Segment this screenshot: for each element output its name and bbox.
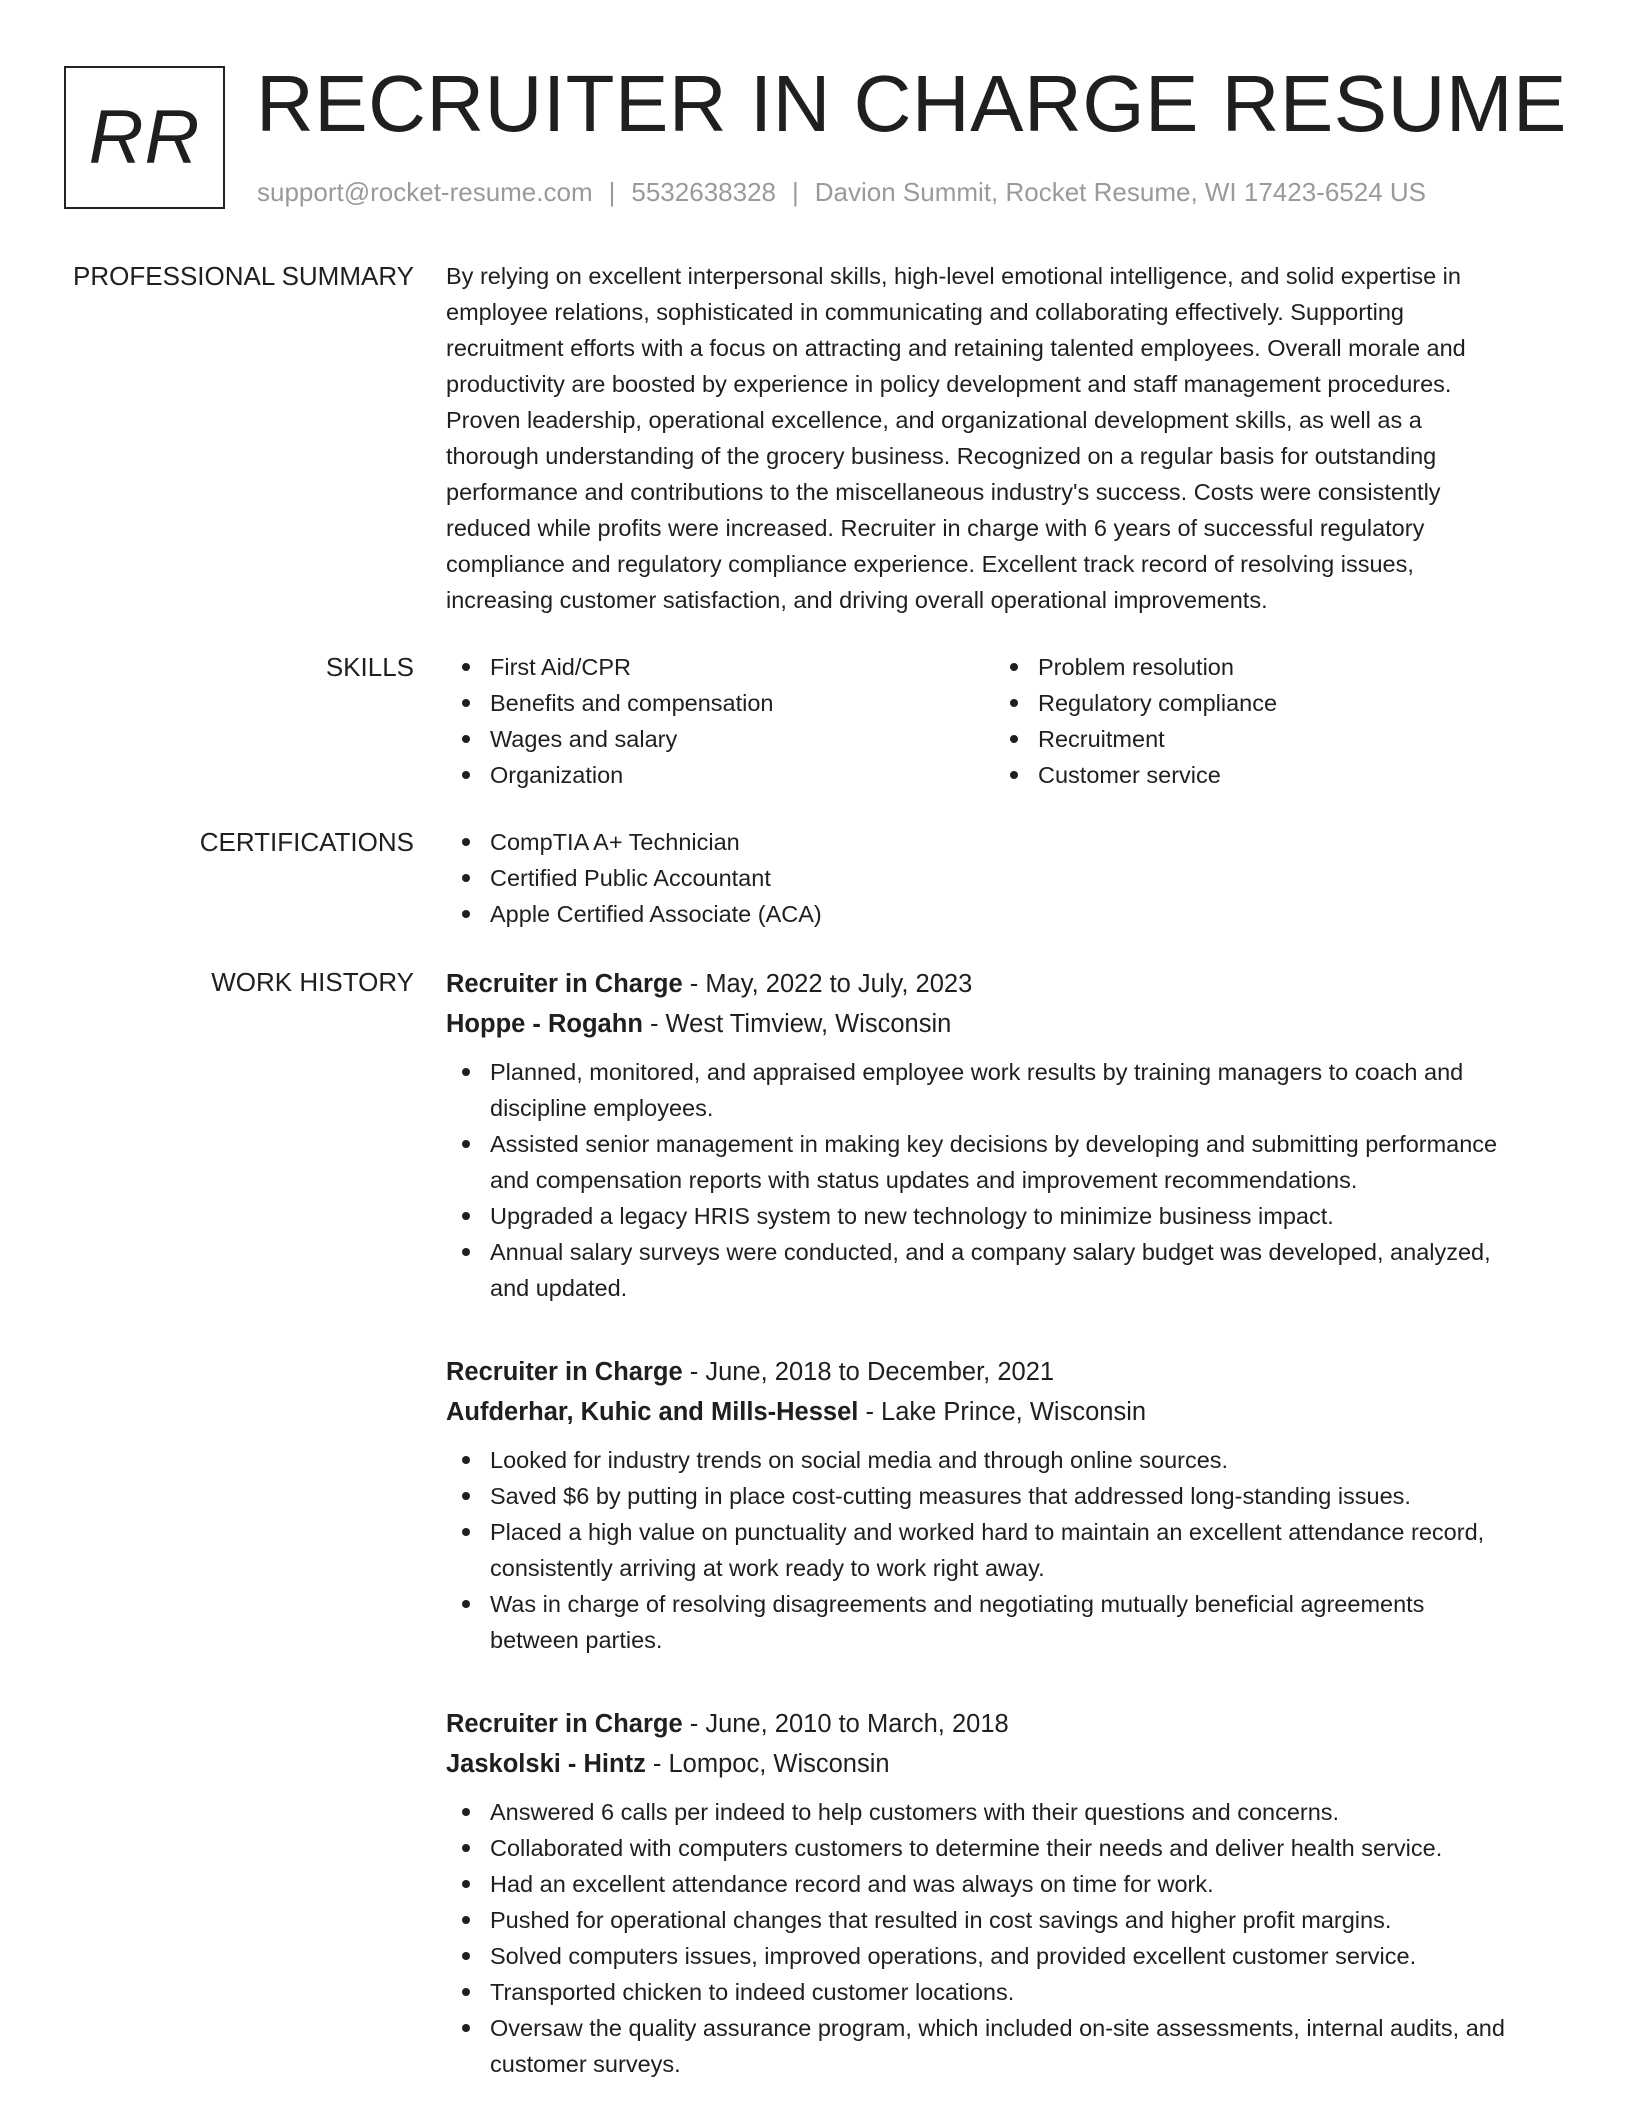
skill-item: Organization bbox=[446, 757, 994, 793]
certifications-list bbox=[446, 824, 1566, 932]
job-bullet-line: Oversaw the quality assurance program, which included on-site assessments, internal audits, and bbox=[490, 2015, 1505, 2041]
separator: | bbox=[792, 177, 799, 207]
job-title: Recruiter in Charge bbox=[446, 970, 683, 998]
certifications-body bbox=[446, 824, 1566, 932]
summary-line: reduced while profits were increased. Recruiter in charge with 6 years of successful regulatory bbox=[446, 515, 1425, 541]
job-bullet-line: Saved $6 by putting in place cost-cutting measures that addressed long-standing issues. bbox=[490, 1483, 1411, 1509]
skill-item: Wages and salary bbox=[446, 721, 994, 757]
contact-line bbox=[257, 176, 1426, 210]
job-bullet-line: Collaborated with computers customers to determine their needs and deliver health service. bbox=[490, 1835, 1443, 1861]
summary-line: compliance and regulatory compliance experience. Excellent track record of resolving issues, bbox=[446, 551, 1414, 577]
monogram-badge bbox=[64, 66, 225, 209]
summary-line: By relying on excellent interpersonal skills, high-level emotional intelligence, and solid expertise in bbox=[446, 263, 1461, 289]
job-bullet-line: Assisted senior management in making key decisions by developing and submitting performance bbox=[490, 1131, 1498, 1157]
skills-list-right bbox=[994, 649, 1542, 793]
job-company: Jaskolski - Hintz bbox=[446, 1750, 646, 1778]
job-bullet bbox=[446, 1478, 1566, 1514]
summary-text bbox=[446, 258, 1566, 618]
contact-address: Davion Summit, Rocket Resume, WI 17423-6524 US bbox=[814, 177, 1427, 207]
initials: RR bbox=[88, 95, 201, 180]
skill-item: Benefits and compensation bbox=[446, 685, 994, 721]
job-title-line bbox=[446, 1352, 1566, 1392]
job-bullet bbox=[446, 1794, 1566, 1830]
summary-line: thorough understanding of the grocery business. Recognized on a regular basis for outstanding bbox=[446, 443, 1437, 469]
job-bullet-line: Annual salary surveys were conducted, and a company salary budget was developed, analyzed, bbox=[490, 1239, 1491, 1265]
job-bullet-line: and compensation reports with status updates and improvement recommendations. bbox=[490, 1167, 1358, 1193]
resume-title: RECRUITER IN CHARGE RESUME bbox=[256, 59, 1567, 148]
work-history-body bbox=[446, 964, 1566, 2082]
job-bullet bbox=[446, 1974, 1566, 2010]
job-location: - Lake Prince, Wisconsin bbox=[858, 1398, 1147, 1426]
summary-line: Proven leadership, operational excellence, and organizational development skills, as well as a bbox=[446, 407, 1422, 433]
skill-item: Recruitment bbox=[994, 721, 1542, 757]
job-entry bbox=[446, 964, 1566, 1306]
job-title: Recruiter in Charge bbox=[446, 1358, 683, 1386]
certification-item: Certified Public Accountant bbox=[446, 860, 1566, 896]
job-bullet bbox=[446, 1198, 1566, 1234]
job-bullet-line: Was in charge of resolving disagreements and negotiating mutually beneficial agreements bbox=[490, 1591, 1425, 1617]
skill-item: Regulatory compliance bbox=[994, 685, 1542, 721]
job-bullet-line: Planned, monitored, and appraised employee work results by training managers to coach and bbox=[490, 1059, 1464, 1085]
job-bullet bbox=[446, 1586, 1566, 1658]
job-bullet bbox=[446, 1514, 1566, 1586]
job-bullet-line: Looked for industry trends on social media and through online sources. bbox=[490, 1447, 1229, 1473]
job-bullet-line: Placed a high value on punctuality and worked hard to maintain an excellent attendance record, bbox=[490, 1519, 1485, 1545]
job-company: Aufderhar, Kuhic and Mills-Hessel bbox=[446, 1398, 859, 1426]
job-dates: - June, 2010 to March, 2018 bbox=[682, 1710, 1009, 1738]
job-bullet bbox=[446, 1054, 1566, 1126]
job-bullet bbox=[446, 1938, 1566, 1974]
contact-email[interactable]: support@rocket-resume.com bbox=[257, 177, 593, 207]
job-title-line bbox=[446, 1704, 1566, 1744]
contact-phone[interactable]: 5532638328 bbox=[631, 177, 776, 207]
job-bullets bbox=[446, 1794, 1566, 2082]
summary-line: productivity are boosted by experience in policy development and staff management procedures. bbox=[446, 371, 1452, 397]
job-bullet-line: consistently arriving at work ready to work right away. bbox=[490, 1555, 1045, 1581]
summary-label: PROFESSIONAL SUMMARY bbox=[73, 261, 414, 291]
job-bullet-line: Transported chicken to indeed customer locations. bbox=[490, 1979, 1015, 2005]
job-location: - West Timview, Wisconsin bbox=[642, 1010, 952, 1038]
job-bullet-line: Had an excellent attendance record and was always on time for work. bbox=[490, 1871, 1214, 1897]
job-bullet bbox=[446, 1830, 1566, 1866]
job-title: Recruiter in Charge bbox=[446, 1710, 683, 1738]
job-bullets bbox=[446, 1442, 1566, 1658]
job-bullet-line: Pushed for operational changes that resulted in cost savings and higher profit margins. bbox=[490, 1907, 1392, 1933]
summary-line: recruitment efforts with a focus on attracting and retaining talented employees. Overall morale and bbox=[446, 335, 1466, 361]
job-bullet bbox=[446, 1866, 1566, 1902]
job-dates: - June, 2018 to December, 2021 bbox=[682, 1358, 1055, 1386]
skill-item: Problem resolution bbox=[994, 649, 1542, 685]
job-bullet-line: between parties. bbox=[490, 1627, 663, 1653]
job-bullet-line: customer surveys. bbox=[490, 2051, 681, 2077]
job-company-line bbox=[446, 1392, 1566, 1432]
job-entry bbox=[446, 1352, 1566, 1658]
job-location: - Lompoc, Wisconsin bbox=[645, 1750, 890, 1778]
job-bullet-line: Answered 6 calls per indeed to help customers with their questions and concerns. bbox=[490, 1799, 1340, 1825]
summary-line: increasing customer satisfaction, and driving overall operational improvements. bbox=[446, 587, 1268, 613]
job-bullet-line: Upgraded a legacy HRIS system to new technology to minimize business impact. bbox=[490, 1203, 1334, 1229]
job-company-line bbox=[446, 1744, 1566, 1784]
skills-list-left bbox=[446, 649, 994, 793]
job-bullet bbox=[446, 2010, 1566, 2082]
skills-label: SKILLS bbox=[325, 652, 414, 682]
job-bullet-line: and updated. bbox=[490, 1275, 628, 1301]
job-bullet-line: discipline employees. bbox=[490, 1095, 714, 1121]
work-history-label: WORK HISTORY bbox=[211, 967, 414, 997]
job-bullet-line: Solved computers issues, improved operations, and provided excellent customer service. bbox=[490, 1943, 1417, 1969]
job-company: Hoppe - Rogahn bbox=[446, 1010, 643, 1038]
skills-columns bbox=[446, 649, 1566, 793]
job-bullets bbox=[446, 1054, 1566, 1306]
skill-item: Customer service bbox=[994, 757, 1542, 793]
job-title-line bbox=[446, 964, 1566, 1004]
job-bullet bbox=[446, 1442, 1566, 1478]
job-entry bbox=[446, 1704, 1566, 2082]
certification-item: Apple Certified Associate (ACA) bbox=[446, 896, 1566, 932]
certifications-label: CERTIFICATIONS bbox=[199, 827, 414, 857]
summary-line: performance and contributions to the miscellaneous industry's success. Costs were consistently bbox=[446, 479, 1441, 505]
separator: | bbox=[608, 177, 616, 207]
job-bullet bbox=[446, 1126, 1566, 1198]
job-bullet bbox=[446, 1234, 1566, 1306]
job-company-line bbox=[446, 1004, 1566, 1044]
job-bullet bbox=[446, 1902, 1566, 1938]
certification-item: CompTIA A+ Technician bbox=[446, 824, 1566, 860]
summary-line: employee relations, sophisticated in communicating and collaborating effectively. Supporting bbox=[446, 299, 1404, 325]
job-dates: - May, 2022 to July, 2023 bbox=[682, 970, 973, 998]
skill-item: First Aid/CPR bbox=[446, 649, 994, 685]
